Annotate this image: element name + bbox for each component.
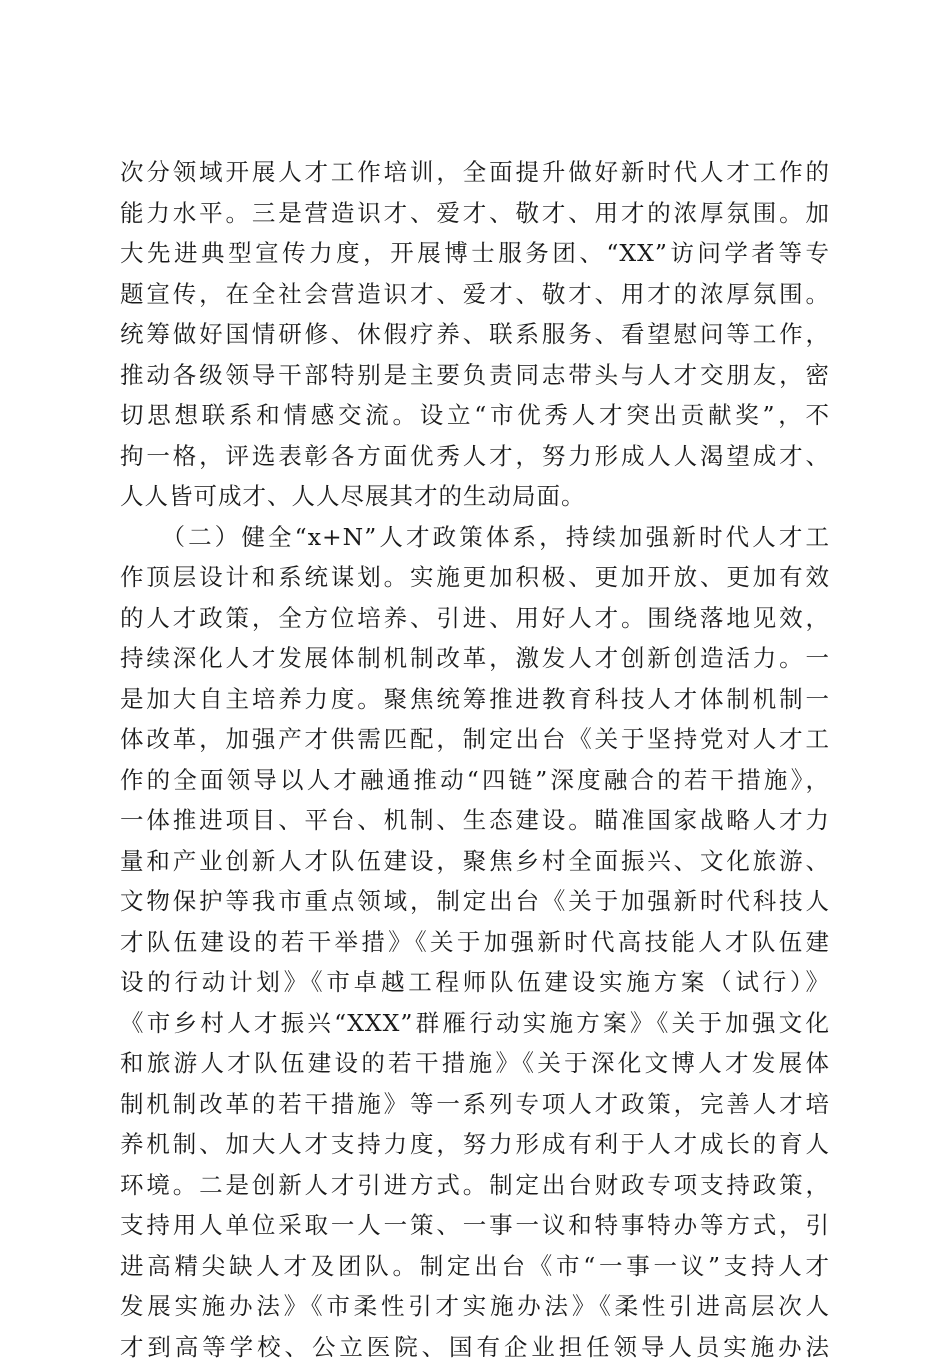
text-line: 一体推进项目、平台、机制、生态建设。瞄准国家战略人才力 (120, 800, 830, 841)
text-line: 持续深化人才发展体制机制改革，激发人才创新创造活力。一 (120, 638, 830, 679)
section-heading-line: （二）健全“x+N”人才政策体系，持续加强新时代人才工 (120, 517, 830, 558)
text-line: 拘一格，评选表彰各方面优秀人才，努力形成人人渴望成才、 (120, 436, 830, 477)
text-line: 大先进典型宣传力度，开展博士服务团、“XX”访问学者等专 (120, 233, 830, 274)
text-line: 体改革，加强产才供需匹配，制定出台《关于坚持党对人才工 (120, 719, 830, 760)
text-line: 能力水平。三是营造识才、爱才、敬才、用才的浓厚氛围。加 (120, 193, 830, 234)
text-line: 题宣传，在全社会营造识才、爱才、敬才、用才的浓厚氛围。 (120, 274, 830, 315)
text-line: 进高精尖缺人才及团队。制定出台《市“一事一议”支持人才 (120, 1246, 830, 1287)
text-line: 切思想联系和情感交流。设立“市优秀人才突出贡献奖”，不 (120, 395, 830, 436)
text-line: 环境。二是创新人才引进方式。制定出台财政专项支持政策， (120, 1165, 830, 1206)
text-line: 推动各级领导干部特别是主要负责同志带头与人才交朋友，密 (120, 355, 830, 396)
text-line: 作的全面领导以人才融通推动“四链”深度融合的若干措施》， (120, 760, 830, 801)
text-line: 《市乡村人才振兴“XXX”群雁行动实施方案》《关于加强文化 (120, 1003, 830, 1044)
paragraph-end-line: 人人皆可成才、人人尽展其才的生动局面。 (120, 476, 830, 517)
text-line: 支持用人单位采取一人一策、一事一议和特事特办等方式，引 (120, 1205, 830, 1246)
text-line: 的人才政策，全方位培养、引进、用好人才。围绕落地见效， (120, 598, 830, 639)
text-line: 次分领域开展人才工作培训，全面提升做好新时代人才工作的 (120, 152, 830, 193)
text-line: 养机制、加大人才支持力度，努力形成有利于人才成长的育人 (120, 1124, 830, 1165)
text-line: 统筹做好国情研修、休假疗养、联系服务、看望慰问等工作， (120, 314, 830, 355)
text-line: 文物保护等我市重点领域，制定出台《关于加强新时代科技人 (120, 881, 830, 922)
text-line: 设的行动计划》《市卓越工程师队伍建设实施方案（试行）》 (120, 962, 830, 1003)
text-line: 量和产业创新人才队伍建设，聚焦乡村全面振兴、文化旅游、 (120, 841, 830, 882)
text-line: 发展实施办法》《市柔性引才实施办法》《柔性引进高层次人 (120, 1286, 830, 1327)
text-line: 才队伍建设的若干举措》《关于加强新时代高技能人才队伍建 (120, 922, 830, 963)
text-line: 是加大自主培养力度。聚焦统筹推进教育科技人才体制机制一 (120, 679, 830, 720)
text-line: 作顶层设计和系统谋划。实施更加积极、更加开放、更加有效 (120, 557, 830, 598)
text-line: 和旅游人才队伍建设的若干措施》《关于深化文博人才发展体 (120, 1043, 830, 1084)
text-line: 制机制改革的若干措施》等一系列专项人才政策，完善人才培 (120, 1084, 830, 1125)
text-line: 才到高等学校、公立医院、国有企业担任领导人员实施办法 (120, 1327, 830, 1367)
body-text (120, 152, 830, 1367)
